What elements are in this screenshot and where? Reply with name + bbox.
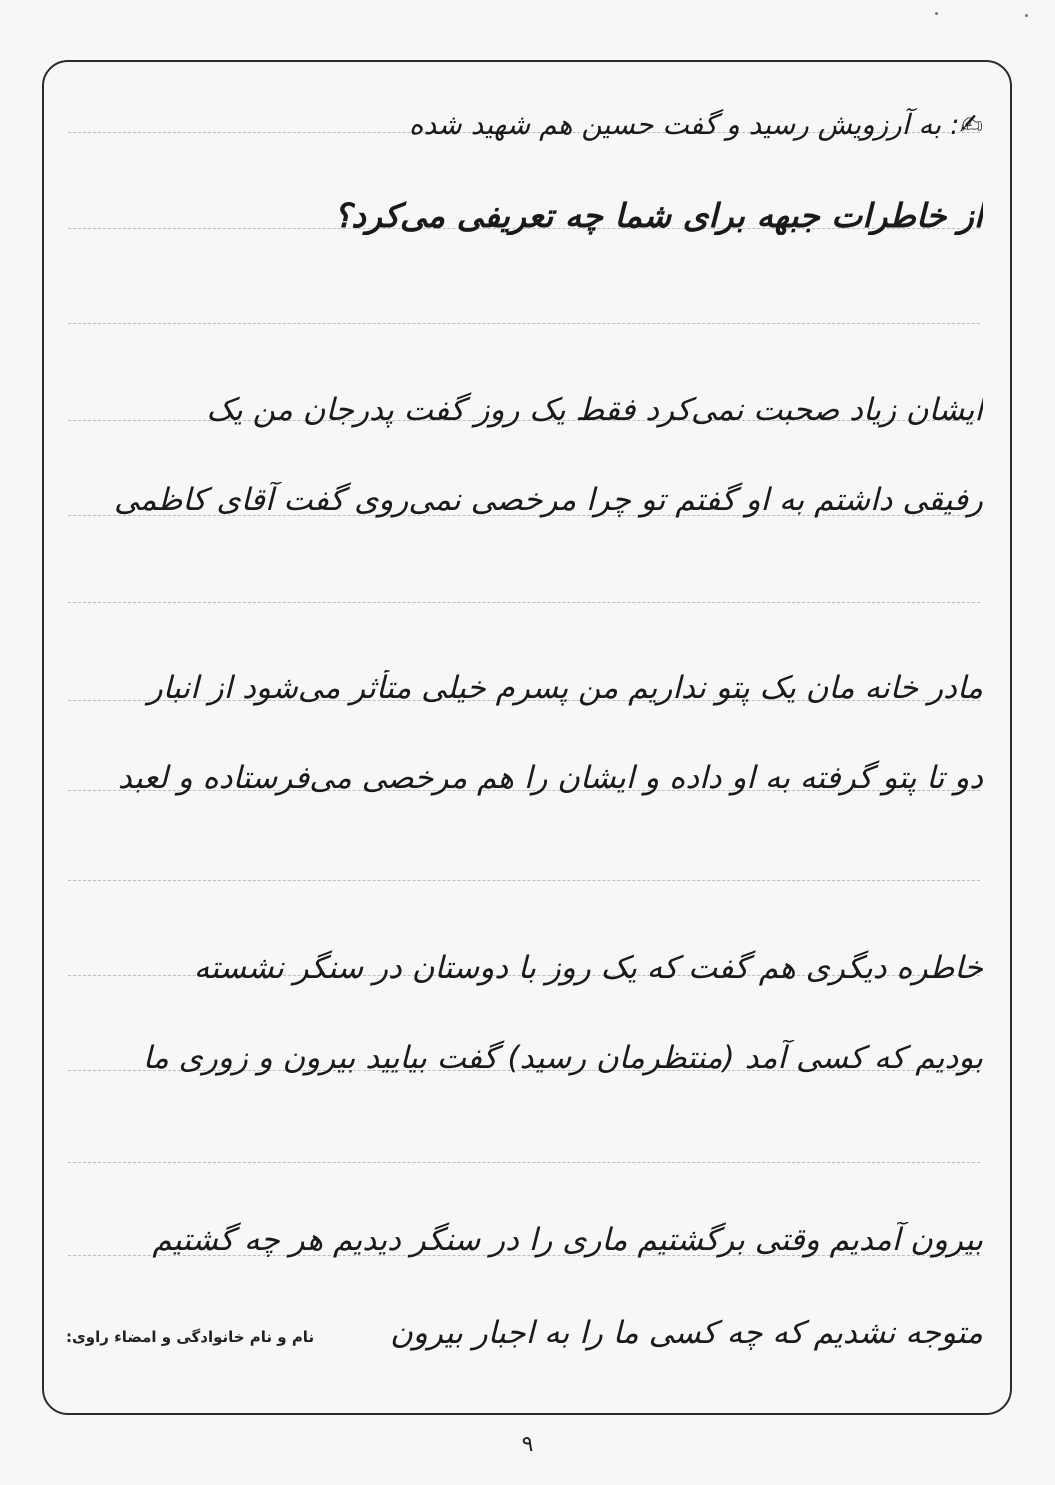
- answer-line-3: رفیقی داشتم به او گفتم تو چرا مرخصی نمی‌روی گفت آقای کاظمی: [113, 482, 983, 518]
- answer-line-5: دو تا پتو گرفته به او داده و ایشان را هم مرخصی می‌فرستاده و لعبد: [117, 760, 983, 796]
- answer-line-2: ایشان زیاد صحبت نمی‌کرد فقط یک روز گفت پدرجان من یک: [206, 392, 983, 428]
- answer-line-4: مادر خانه مان یک پتو نداریم من پسرم خیلی متأثر می‌شود از انبار: [147, 670, 983, 706]
- page-number: ۹: [521, 1432, 534, 1457]
- guide-line: [68, 880, 980, 881]
- answer-line-9: متوجه نشدیم که چه کسی ما را به اجبار بیرون: [390, 1315, 983, 1351]
- answer-line-6: خاطره دیگری هم گفت که یک روز با دوستان در سنگر نشسته: [193, 950, 983, 986]
- scan-speck: [935, 12, 938, 15]
- narrator-signature-label: نام و نام خانوادگی و امضاء راوی:: [66, 1328, 315, 1346]
- guide-line: [68, 602, 980, 603]
- answer-line-7: بودیم که کسی آمد (منتظرمان رسید) گفت بیایید بیرون و زوری ما: [142, 1040, 983, 1076]
- guide-line: [68, 323, 980, 324]
- guide-line: [68, 1162, 980, 1163]
- page-border: [42, 60, 1012, 1415]
- answer-line-8: بیرون آمدیم وقتی برگشتیم ماری را در سنگر دیدیم هر چه گشتیم: [152, 1222, 983, 1258]
- answer-line-1: ✍: به آرزویش رسید و گفت حسین هم شهید شده: [408, 108, 983, 141]
- question-line: از خاطرات جبهه برای شما چه تعریفی می‌کرد؟: [333, 196, 983, 235]
- scan-speck: [1025, 14, 1028, 17]
